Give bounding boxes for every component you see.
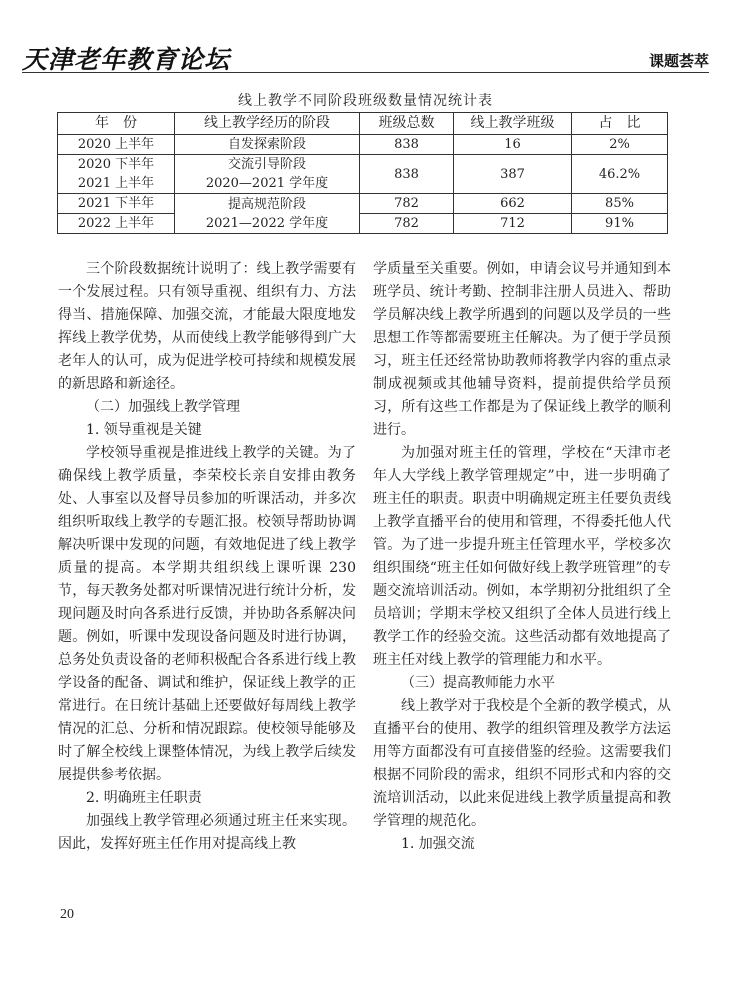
cell-ratio: 46.2% (572, 155, 668, 194)
cell-ratio: 91% (572, 214, 668, 234)
cell-year-line1: 2020 下半年 (77, 157, 155, 172)
cell-online: 662 (454, 194, 572, 214)
stats-table (57, 112, 668, 234)
cell-year-line2: 2021 上半年 (77, 176, 155, 191)
left-column (58, 258, 356, 856)
cell-total: 782 (360, 214, 454, 234)
header-divider (22, 72, 709, 73)
cell-ratio: 2% (572, 135, 668, 155)
page-number: 20 (60, 907, 74, 922)
paragraph: 学质量至关重要。例如，申请会议号并通知到本班学员、统计考勤、控制非注册人员进入、帮助学员解决线上教学所遇到的问题以及学员的一些思想工作等都需要班主任解决。为了便于学员预习，班主任还经常协助教师将教学内容的重点录制成视频或其他辅导资料，提前提供给学员预习，所有这些工作都是为了保证线上教学的顺利进行。 (373, 261, 671, 438)
cell-ratio: 85% (572, 194, 668, 214)
cell-total: 838 (360, 135, 454, 155)
cell-total: 838 (360, 155, 454, 194)
section-heading: （三）提高教师能力水平 (401, 675, 555, 691)
cell-total: 782 (360, 194, 454, 214)
table-row (58, 194, 668, 214)
section-heading: （二）加强线上教学管理 (86, 399, 240, 415)
cell-online: 387 (454, 155, 572, 194)
journal-logo: 天津老年教育论坛 (22, 45, 231, 74)
paragraph: 线上教学对于我校是个全新的教学模式，从直播平台的使用、教学的组织管理及教学方法运用等方面都没有可直接借鉴的经验。这需要我们根据不同阶段的需求，组织不同形式和内容的交流培训活动，以此来促进线上教学质量提高和教学管理的规范化。 (373, 698, 671, 829)
paragraph: 学校领导重视是推进线上教学的关键。为了确保线上教学质量，李荣校长亲自安排由教务处、人事室以及督导员参加的听课活动，并多次组织听取线上教学的专题汇报。校领导帮助协调解决听课中发现的问题，有效地促进了线上教学质量的提高。本学期共组织线上课听课 230 节，每天教务处都对听课情况进行统计分析，发现问题及时向各系进行反馈，并协助各系解决问题。例如，听课中发现设备问题及时进行协调，总务处负责设备的老师积极配合各系进行线上教学设备的配备、调试和维护，保证线上教学的正常进行。在日统计基础上还要做好每周线上教学情况的汇总、分析和情况跟踪。使校领导能够及时了解全校线上课整体情况，为线上教学后续发展提供参考依据。 (58, 445, 356, 783)
cell-stage-line1: 交流引导阶段 (227, 157, 306, 172)
paragraph: 三个阶段数据统计说明了：线上教学需要有一个发展过程。只有领导重视、组织有力、方法得当、措施保障、加强交流，才能最大限度地发挥线上教学优势，从而使线上教学能够得到广大老年人的认可，成为促进学校可持续和规模发展的新思路和新途径。 (58, 261, 356, 392)
cell-year: 2022 上半年 (58, 214, 175, 234)
table-header-row (58, 113, 668, 135)
header-total: 班级总数 (360, 113, 454, 135)
header-stage: 线上教学经历的阶段 (175, 113, 360, 135)
table-row (58, 214, 668, 234)
cell-year (58, 155, 175, 194)
subsection-heading: 2. 明确班主任职责 (86, 790, 202, 806)
cell-stage-line2: 2021—2022 学年度 (205, 215, 329, 231)
header-ratio: 占 比 (572, 113, 668, 135)
header-online: 线上教学班级 (454, 113, 572, 135)
cell-online: 16 (454, 135, 572, 155)
cell-stage (175, 155, 360, 194)
paragraph: 加强线上教学管理必须通过班主任来实现。因此，发挥好班主任作用对提高线上教 (58, 813, 356, 852)
cell-year: 2021 下半年 (58, 194, 175, 214)
table-title: 线上教学不同阶段班级数量情况统计表 (238, 93, 493, 109)
cell-stage-line2: 2020—2021 学年度 (205, 176, 329, 191)
header-year: 年 份 (58, 113, 175, 135)
section-title: 课题荟萃 (648, 52, 709, 70)
page-header (0, 0, 731, 78)
table-row (58, 155, 668, 194)
right-column (373, 258, 671, 856)
paragraph: 为加强对班主任的管理，学校在“天津市老年人大学线上教学管理规定”中，进一步明确了班主任的职责。职责中明确规定班主任要负责线上教学直播平台的使用和管理，不得委托他人代管。为了进一步提升班主任管理水平，学校多次组织围绕“班主任如何做好线上教学班管理”的专题交流培训活动。例如，本学期初分批组织了全员培训；学期末学校又组织了全体人员进行线上教学工作的经验交流。这些活动都有效地提高了班主任对线上教学的管理能力和水平。 (373, 445, 671, 668)
cell-stage (175, 194, 360, 234)
subsection-heading: 1. 加强交流 (401, 836, 475, 852)
cell-stage-line1: 提高规范阶段 (227, 196, 306, 212)
cell-year: 2020 上半年 (58, 135, 175, 155)
cell-online: 712 (454, 214, 572, 234)
cell-stage: 自发探索阶段 (175, 135, 360, 155)
subsection-heading: 1. 领导重视是关键 (86, 422, 202, 438)
table-row (58, 135, 668, 155)
